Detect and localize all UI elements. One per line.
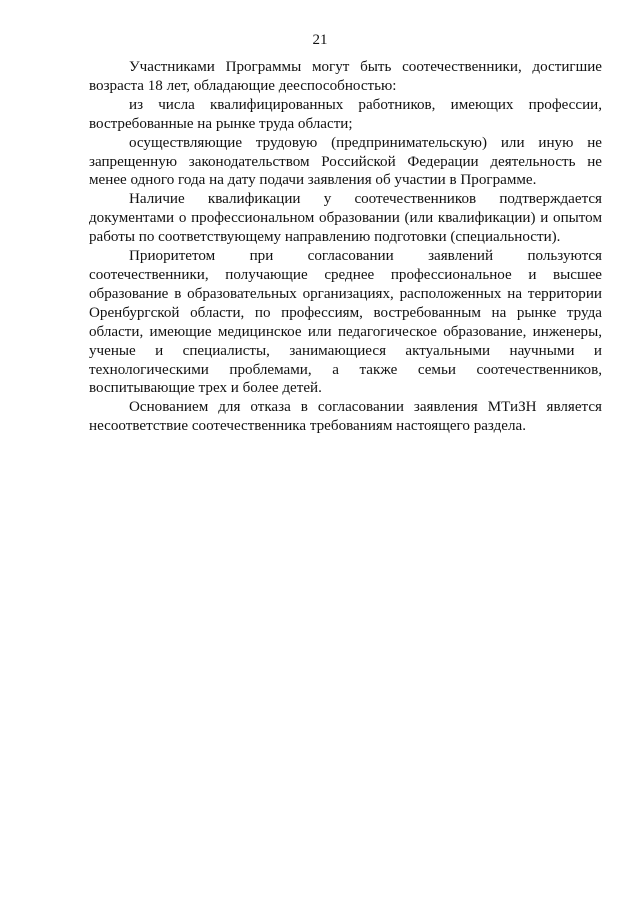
- paragraph-refusal-grounds: Основанием для отказа в согласовании заявления МТиЗН является несоответствие соотечественника требованиям настоящего раздела.: [89, 399, 602, 435]
- document-body: [89, 58, 602, 436]
- page-number: 21: [312, 32, 328, 48]
- paragraph-employment-activity: осуществляющие трудовую (предпринимательскую) или иную не запрещенную законодательством Российской Федерации деятельность не менее одного года на дату подачи заявления об участии в Программе.: [89, 134, 602, 189]
- paragraph-participants: Участниками Программы могут быть соотечественники, достигшие возраста 18 лет, обладающие дееспособностью:: [89, 59, 602, 94]
- paragraph-qualified-workers: из числа квалифицированных работников, имеющих профессии, востребованные на рынке труда области;: [89, 96, 602, 132]
- paragraph-priority: Приоритетом при согласовании заявлений пользуются соотечественники, получающие среднее профессиональное и высшее образование в образовательных организациях, расположенных на территории Оренбургской области, по профессиям, востребованным на рынке труда области, имеющие медицинское или педагогическое образование, инженеры, ученые и специалисты, занимающиеся актуальными научными и технологическими проблемами, а также семьи соотечественников, воспитывающие трех и более детей.: [89, 248, 602, 397]
- paragraph-qualification-proof: Наличие квалификации у соотечественников подтверждается документами о профессиональном образовании (или квалификации) и опытом работы по соответствующему направлению подготовки (специальности).: [89, 191, 602, 246]
